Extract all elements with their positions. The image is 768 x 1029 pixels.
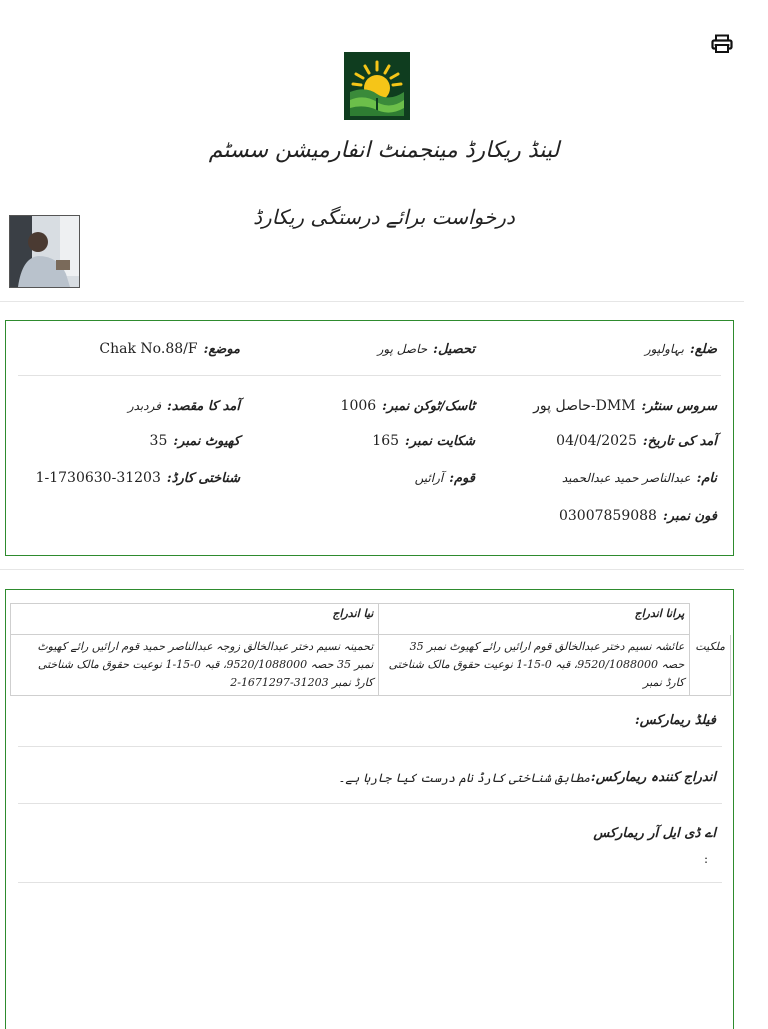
lrmis-logo <box>344 52 410 120</box>
complaint-no-field: شکایت نمبر:165 <box>372 433 475 449</box>
remarks-divider <box>18 882 722 883</box>
service-center-field: سروس سنٹر:DMM-حاصل پور <box>533 398 717 414</box>
applicant-photo <box>9 215 80 288</box>
table-header-row <box>11 604 731 635</box>
remarks-divider <box>18 746 722 747</box>
tehsil-field: تحصیل:حاصل پور <box>377 342 475 357</box>
record-change-table <box>10 603 731 696</box>
application-details-panel <box>5 320 734 556</box>
new-entry-header: نیا اندراج <box>11 604 379 635</box>
old-entry-header: پرانا اندراج <box>379 604 690 635</box>
adlr-remarks-value: : <box>703 852 708 866</box>
token-no-field: ٹاسک/ٹوکن نمبر:1006 <box>340 398 475 414</box>
khewat-no-field: کھیوٹ نمبر:35 <box>149 433 240 449</box>
adlr-remarks-label: اے ڈی ایل آر ریمارکس <box>593 826 716 841</box>
details-divider <box>18 375 721 376</box>
divider <box>0 569 744 570</box>
system-title: لینڈ ریکارڈ مینجمنٹ انفارمیشن سسٹم <box>208 138 560 163</box>
row-label-header <box>690 604 731 635</box>
arrival-date-field: آمد کی تاریخ:04/04/2025 <box>556 433 717 449</box>
form-title: درخواست برائے درستگی ریکارڈ <box>253 205 515 229</box>
entry-remarks-label: اندراج کنندہ ریمارکس: <box>590 770 716 785</box>
print-icon[interactable] <box>711 34 733 54</box>
name-field: نام:عبدالناصر حمید عبدالحمید <box>561 471 717 486</box>
remarks-divider <box>18 803 722 804</box>
cnic-field: شناختی کارڈ:31203-1730630-1 <box>35 470 240 486</box>
phone-field: فون نمبر:03007859088 <box>558 508 717 524</box>
divider <box>0 301 744 302</box>
old-entry-cell: عائشہ نسیم دختر عبدالخالق قوم ارائیں رائے کھیوٹ نمبر 35 حصہ 9520/1088000، قبہ 0-15-1 نوعیت حقوق مالک شناختی کارڈ نمبر <box>379 635 690 696</box>
mauza-field: موضع:Chak No.88/F <box>99 341 240 357</box>
purpose-field: آمد کا مقصد:فردبدر <box>127 399 240 414</box>
field-remarks-label: فیلڈ ریمارکس: <box>634 713 716 728</box>
district-field: ضلع:بہاولپور <box>644 342 717 357</box>
table-row <box>11 635 731 696</box>
new-entry-cell: تحمینہ نسیم دختر عبدالخالق زوجہ عبدالناصر حمید قوم ارائیں رائے کھیوٹ نمبر 35 حصہ 9520/1088000، قبہ 0-15-1 نوعیت حقوق مالک شناختی کارڈ نمبر 31203-1671297-2 <box>11 635 379 696</box>
row-label-ownership: ملکیت <box>690 635 731 696</box>
entry-remarks-value: مطابق شناختی کارڈ نام درست کیا جارہا ہے۔ <box>338 771 590 785</box>
qaum-field: قوم:آرائیں <box>414 471 475 486</box>
